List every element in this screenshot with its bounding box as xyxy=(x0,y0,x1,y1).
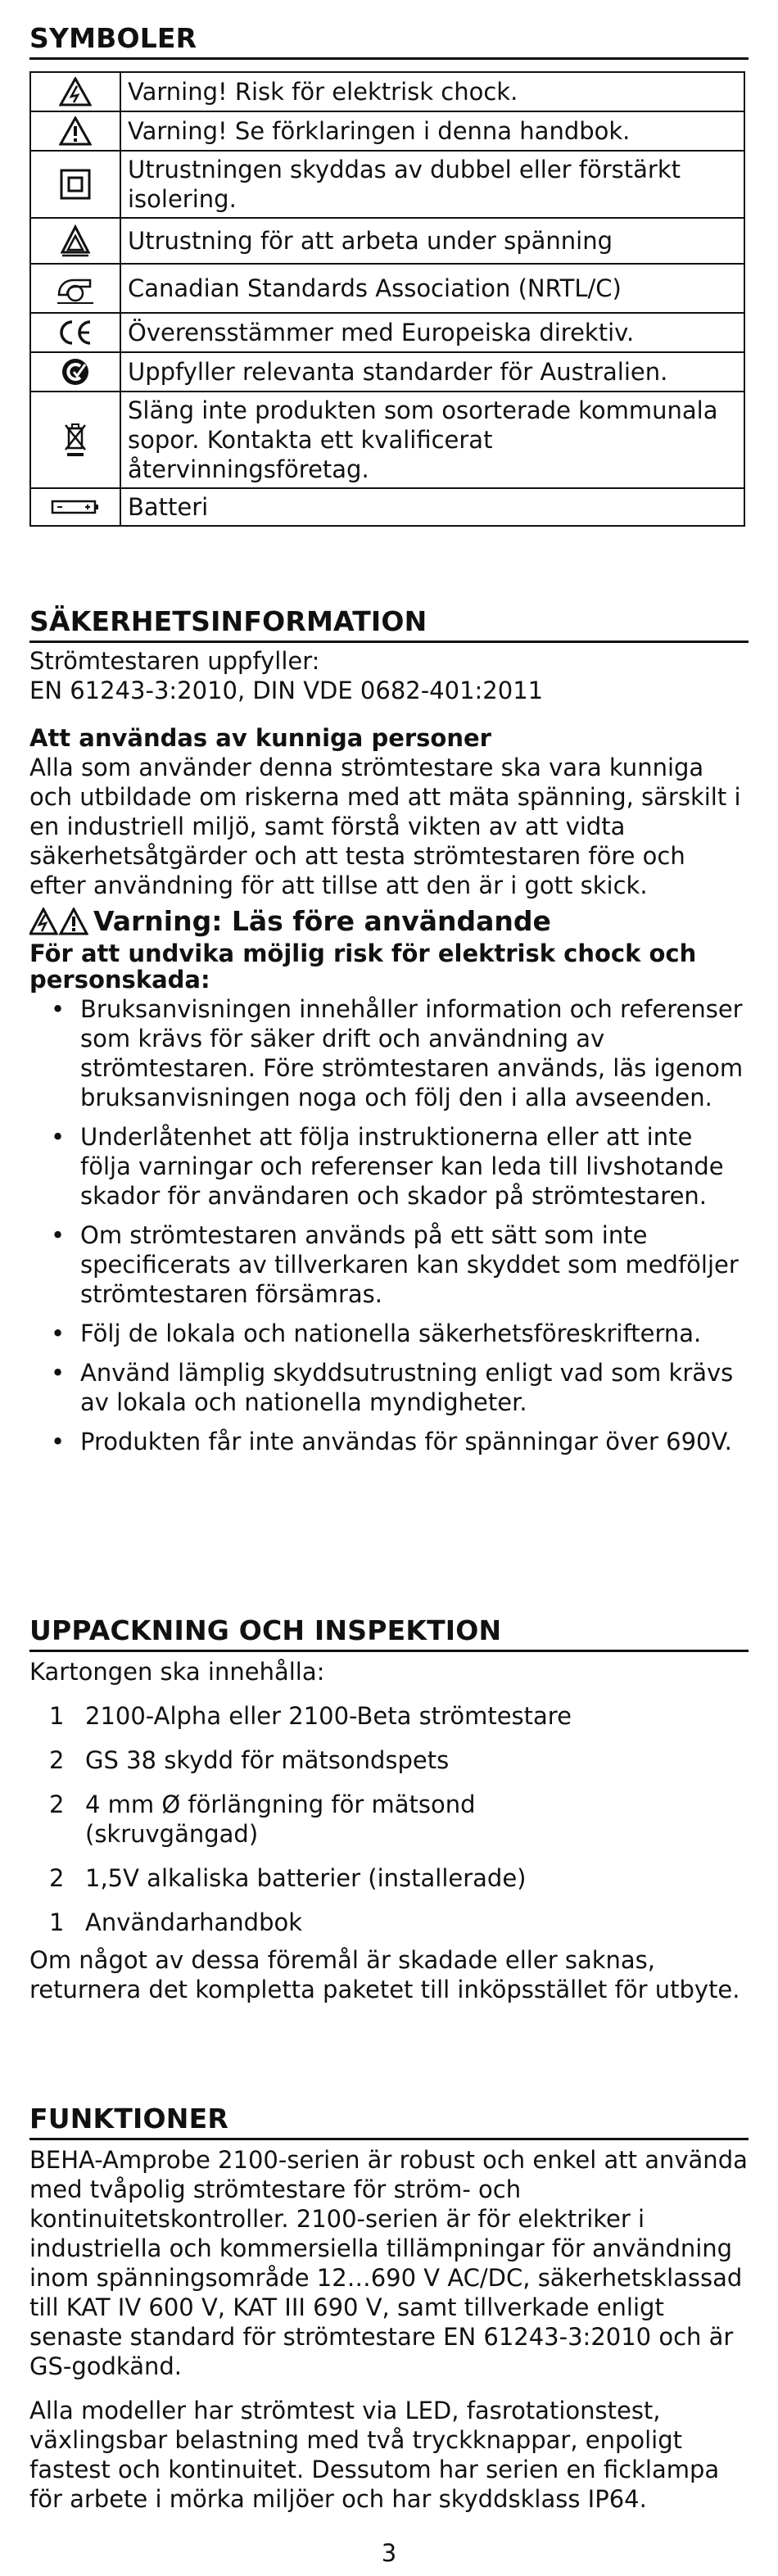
symbol-row xyxy=(30,111,744,151)
weee-bin-icon xyxy=(30,392,120,488)
ce-icon xyxy=(30,313,120,352)
list-item xyxy=(49,1863,749,1893)
item-description: Användarhandbok xyxy=(85,1908,303,1936)
unpacking-section xyxy=(29,1615,749,2004)
symbol-text: Uppfyller relevanta standarder för Australien. xyxy=(120,352,744,392)
double-insulation-icon xyxy=(30,151,120,218)
warning-manual-icon xyxy=(30,111,120,151)
battery-icon xyxy=(30,488,120,526)
symbol-text: Utrustningen skyddas av dubbel eller förstärkt isolering. xyxy=(120,151,744,218)
list-item: • Underlåtenhet att följa instruktionerna eller att inte följa varningar och referenser kan leda till livshotande skador för användaren och skador på strömtestaren. xyxy=(51,1122,749,1211)
symbols-heading: SYMBOLER xyxy=(29,23,749,60)
item-description: GS 38 skydd för mätsondspets xyxy=(85,1746,450,1774)
symbols-table xyxy=(29,71,745,527)
symbol-row xyxy=(30,218,744,264)
warning-title: Varning: Läs före användande xyxy=(93,905,551,937)
functions-heading: FUNKTIONER xyxy=(29,2103,749,2140)
item-description: 4 mm Ø förlängning för mätsond (skruvgängad) xyxy=(85,1791,476,1848)
live-work-icon xyxy=(30,218,120,264)
symbol-row xyxy=(30,264,744,313)
symbol-text: Släng inte produkten som osorterade kommunala sopor. Kontakta ett kvalificerat återvinningsföretag. xyxy=(120,392,744,488)
standards-list: EN 61243-3:2010, DIN VDE 0682-401:2011 xyxy=(29,677,544,704)
symbols-section xyxy=(29,23,749,527)
package-contents xyxy=(29,1701,749,1937)
item-quantity: 2 xyxy=(49,1746,65,1774)
standards-intro: Strömtestaren uppfyller: xyxy=(29,647,320,675)
warning-subheading: För att undvika möjlig risk för elektrisk chock och personskada: xyxy=(29,939,697,994)
warning-electric-icon xyxy=(30,72,120,111)
symbol-row xyxy=(30,72,744,111)
list-item xyxy=(49,1701,749,1731)
functions-paragraph: BEHA-Amprobe 2100-serien är robust och enkel att använda med tvåpolig strömtestare för ström- och kontinuitetskontroller. 2100-serien är för elektriker i industriella och kommersiella tillämpningar för användning inom spänningsområde 12…690 V AC/DC, säkerhetsklassad till KAT IV 600 V, KAT III 690 V, samt tillverkade enligt senaste standard för strömtestare EN 61243-3:2010 och är GS-godkänd. xyxy=(29,2146,748,2380)
item-quantity: 2 xyxy=(49,1791,65,1818)
list-item xyxy=(49,1745,749,1775)
item-description: 1,5V alkaliska batterier (installerade) xyxy=(85,1864,527,1892)
safety-heading: SÄKERHETSINFORMATION xyxy=(29,606,749,643)
item-quantity: 1 xyxy=(49,1702,65,1730)
symbol-text: Utrustning för att arbeta under spänning xyxy=(120,218,744,264)
symbol-row xyxy=(30,352,744,392)
list-item xyxy=(49,1908,749,1937)
list-item: • Produkten får inte användas för spänningar över 690V. xyxy=(51,1427,749,1456)
functions-section xyxy=(29,2103,749,2514)
warning-heading xyxy=(29,905,749,937)
unpacking-heading: UPPACKNING OCH INSPEKTION xyxy=(29,1615,749,1652)
list-item: • Följ de lokala och nationella säkerhetsföreskrifterna. xyxy=(51,1319,749,1348)
item-quantity: 2 xyxy=(49,1864,65,1892)
safety-section xyxy=(29,606,749,1456)
list-item xyxy=(49,1790,749,1849)
symbol-row xyxy=(30,488,744,526)
symbol-text: Varning! Risk för elektrisk chock. xyxy=(120,72,744,111)
safety-bullets xyxy=(29,994,749,1456)
item-description: 2100-Alpha eller 2100-Beta strömtestare xyxy=(85,1702,572,1730)
list-item: • Om strömtestaren används på ett sätt som inte specificerats av tillverkaren kan skyddet som medföljer strömtestaren försämras. xyxy=(51,1220,749,1309)
unpacking-outro: Om något av dessa föremål är skadade eller saknas, returnera det kompletta paketet till inköpsstället för utbyte. xyxy=(29,1946,740,2003)
symbol-text: Överensstämmer med Europeiska direktiv. xyxy=(120,313,744,352)
symbol-row xyxy=(30,392,744,488)
page-number: 3 xyxy=(381,2539,397,2567)
functions-paragraph: Alla modeller har strömtest via LED, fasrotationstest, växlingsbar belastning med två tryckknappar, enpoligt fastest och kontinuitet. Dessutom har serien en ficklampa för arbete i mörka miljöer och har skyddsklass IP64. xyxy=(29,2397,720,2513)
csa-icon xyxy=(30,264,120,313)
qualified-text: Alla som använder denna strömtestare ska vara kunniga och utbildade om riskerna med att mäta spänning, särskilt i en industriell miljö, samt förstå vikten av att vidta säkerhetsåtgärder och att testa strömtestaren före och efter användning för att tillse att den är i gott skick. xyxy=(29,754,741,899)
qualified-heading: Att användas av kunniga personer xyxy=(29,724,491,752)
symbol-text: Canadian Standards Association (NRTL/C) xyxy=(120,264,744,313)
unpacking-intro: Kartongen ska innehålla: xyxy=(29,1658,325,1686)
list-item: • Bruksanvisningen innehåller information och referenser som krävs för säker drift och användning av strömtestaren. Före strömtestaren används, läs igenom bruksanvisningen noga och följ den i alla avseenden. xyxy=(51,994,749,1112)
symbol-text: Varning! Se förklaringen i denna handbok. xyxy=(120,111,744,151)
symbol-text: Batteri xyxy=(120,488,744,526)
c-tick-icon xyxy=(30,352,120,392)
warning-triangle-icon xyxy=(29,908,88,935)
item-quantity: 1 xyxy=(49,1908,65,1936)
symbol-row xyxy=(30,151,744,218)
list-item: • Använd lämplig skyddsutrustning enligt vad som krävs av lokala och nationella myndigheter. xyxy=(51,1358,749,1417)
symbol-row xyxy=(30,313,744,352)
